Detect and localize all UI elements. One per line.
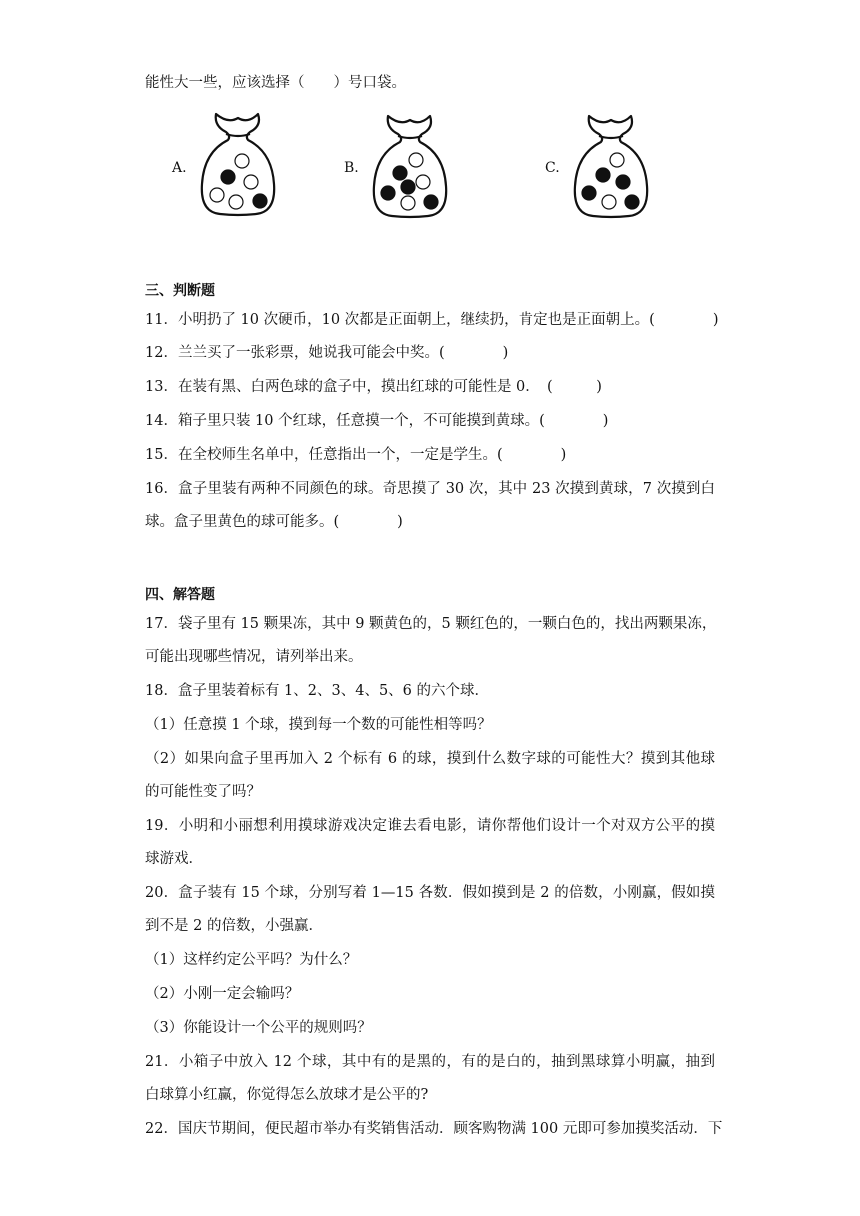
ball <box>244 175 258 189</box>
question-21-line-1: 21．小箱子中放入 12 个球，其中有的是黑的，有的是白的，抽到黑球算小明赢，抽到 <box>145 1054 715 1070</box>
question-18-part-2-line-1: （2）如果向盒子里再加入 2 个标有 6 的球，摸到什么数字球的可能性大？摸到其他球 <box>145 751 715 767</box>
ball <box>229 195 243 209</box>
question-20-line-1: 20．盒子装有 15 个球，分别写着 1—15 各数．假如摸到是 2 的倍数，小刚赢，假如摸 <box>145 885 715 901</box>
q10-tail-text: 能性大一些，应该选择（ ）号口袋。 <box>145 75 406 91</box>
option-c-label: C. <box>545 160 560 176</box>
option-a-label: A. <box>172 160 187 176</box>
bag-b-balls <box>381 153 438 210</box>
question-20-part-1: （1）这样约定公平吗？为什么？ <box>145 952 358 968</box>
question-17-line-2: 可能出现哪些情况，请列举出来。 <box>145 649 363 665</box>
ball <box>221 170 235 184</box>
question-19-line-1: 19．小明和小丽想利用摸球游戏决定谁去看电影，请你帮他们设计一个对双方公平的摸 <box>145 818 715 834</box>
question-14: 14．箱子里只装 10 个红球，任意摸一个，不可能摸到黄球。( ) <box>145 413 609 429</box>
ball <box>393 166 407 180</box>
ball <box>210 188 224 202</box>
ball <box>416 175 430 189</box>
question-18-part-2-line-2: 的可能性变了吗？ <box>145 784 261 800</box>
ball <box>616 175 630 189</box>
question-17-line-1: 17．袋子里有 15 颗果冻，其中 9 颗黄色的，5 颗红色的，一颗白色的，找出两颗果冻， <box>145 616 717 632</box>
question-12: 12．兰兰买了一张彩票，她说我可能会中奖。( ) <box>145 345 509 361</box>
section-3-title: 三、判断题 <box>145 283 215 299</box>
question-11: 11．小明扔了 10 次硬币，10 次都是正面朝上，继续扔，肯定也是正面朝上。( ) <box>145 312 719 328</box>
ball <box>253 194 267 208</box>
bag-b-illustration <box>370 110 450 220</box>
ball <box>610 153 624 167</box>
bag-a-illustration <box>198 108 278 220</box>
question-15: 15．在全校师生名单中，任意指出一个，一定是学生。( ) <box>145 447 567 463</box>
ball <box>596 168 610 182</box>
question-20-part-3: （3）你能设计一个公平的规则吗？ <box>145 1020 372 1036</box>
question-16-line-2: 球。盒子里黄色的球可能多。( ) <box>145 514 403 530</box>
ball <box>582 186 596 200</box>
question-22-line-1: 22．国庆节期间，便民超市举办有奖销售活动．顾客购物满 100 元即可参加摸奖活动．下 <box>145 1121 723 1137</box>
question-18-part-1: （1）任意摸 1 个球，摸到每一个数的可能性相等吗？ <box>145 717 492 733</box>
bag-c-balls <box>582 153 639 209</box>
ball <box>602 195 616 209</box>
ball <box>235 154 249 168</box>
ball <box>625 195 639 209</box>
ball <box>424 195 438 209</box>
ball <box>401 196 415 210</box>
bag-a-balls <box>210 154 267 209</box>
question-20-part-2: （2）小刚一定会输吗？ <box>145 986 300 1002</box>
question-16-line-1: 16．盒子里装有两种不同颜色的球。奇思摸了 30 次，其中 23 次摸到黄球，7 次摸到白 <box>145 481 715 497</box>
ball <box>401 180 415 194</box>
question-18: 18．盒子里装着标有 1、2、3、4、5、6 的六个球． <box>145 683 490 699</box>
ball <box>409 153 423 167</box>
question-13: 13．在装有黑、白两色球的盒子中，摸出红球的可能性是 0． ( ) <box>145 379 602 395</box>
bag-c-illustration <box>571 110 651 220</box>
question-21-line-2: 白球算小红赢，你觉得怎么放球才是公平的? <box>145 1087 429 1103</box>
ball <box>381 186 395 200</box>
option-b-label: B. <box>344 160 359 176</box>
question-20-line-2: 到不是 2 的倍数，小强赢． <box>145 918 323 934</box>
question-19-line-2: 球游戏． <box>145 851 203 867</box>
section-4-title: 四、解答题 <box>145 587 215 603</box>
